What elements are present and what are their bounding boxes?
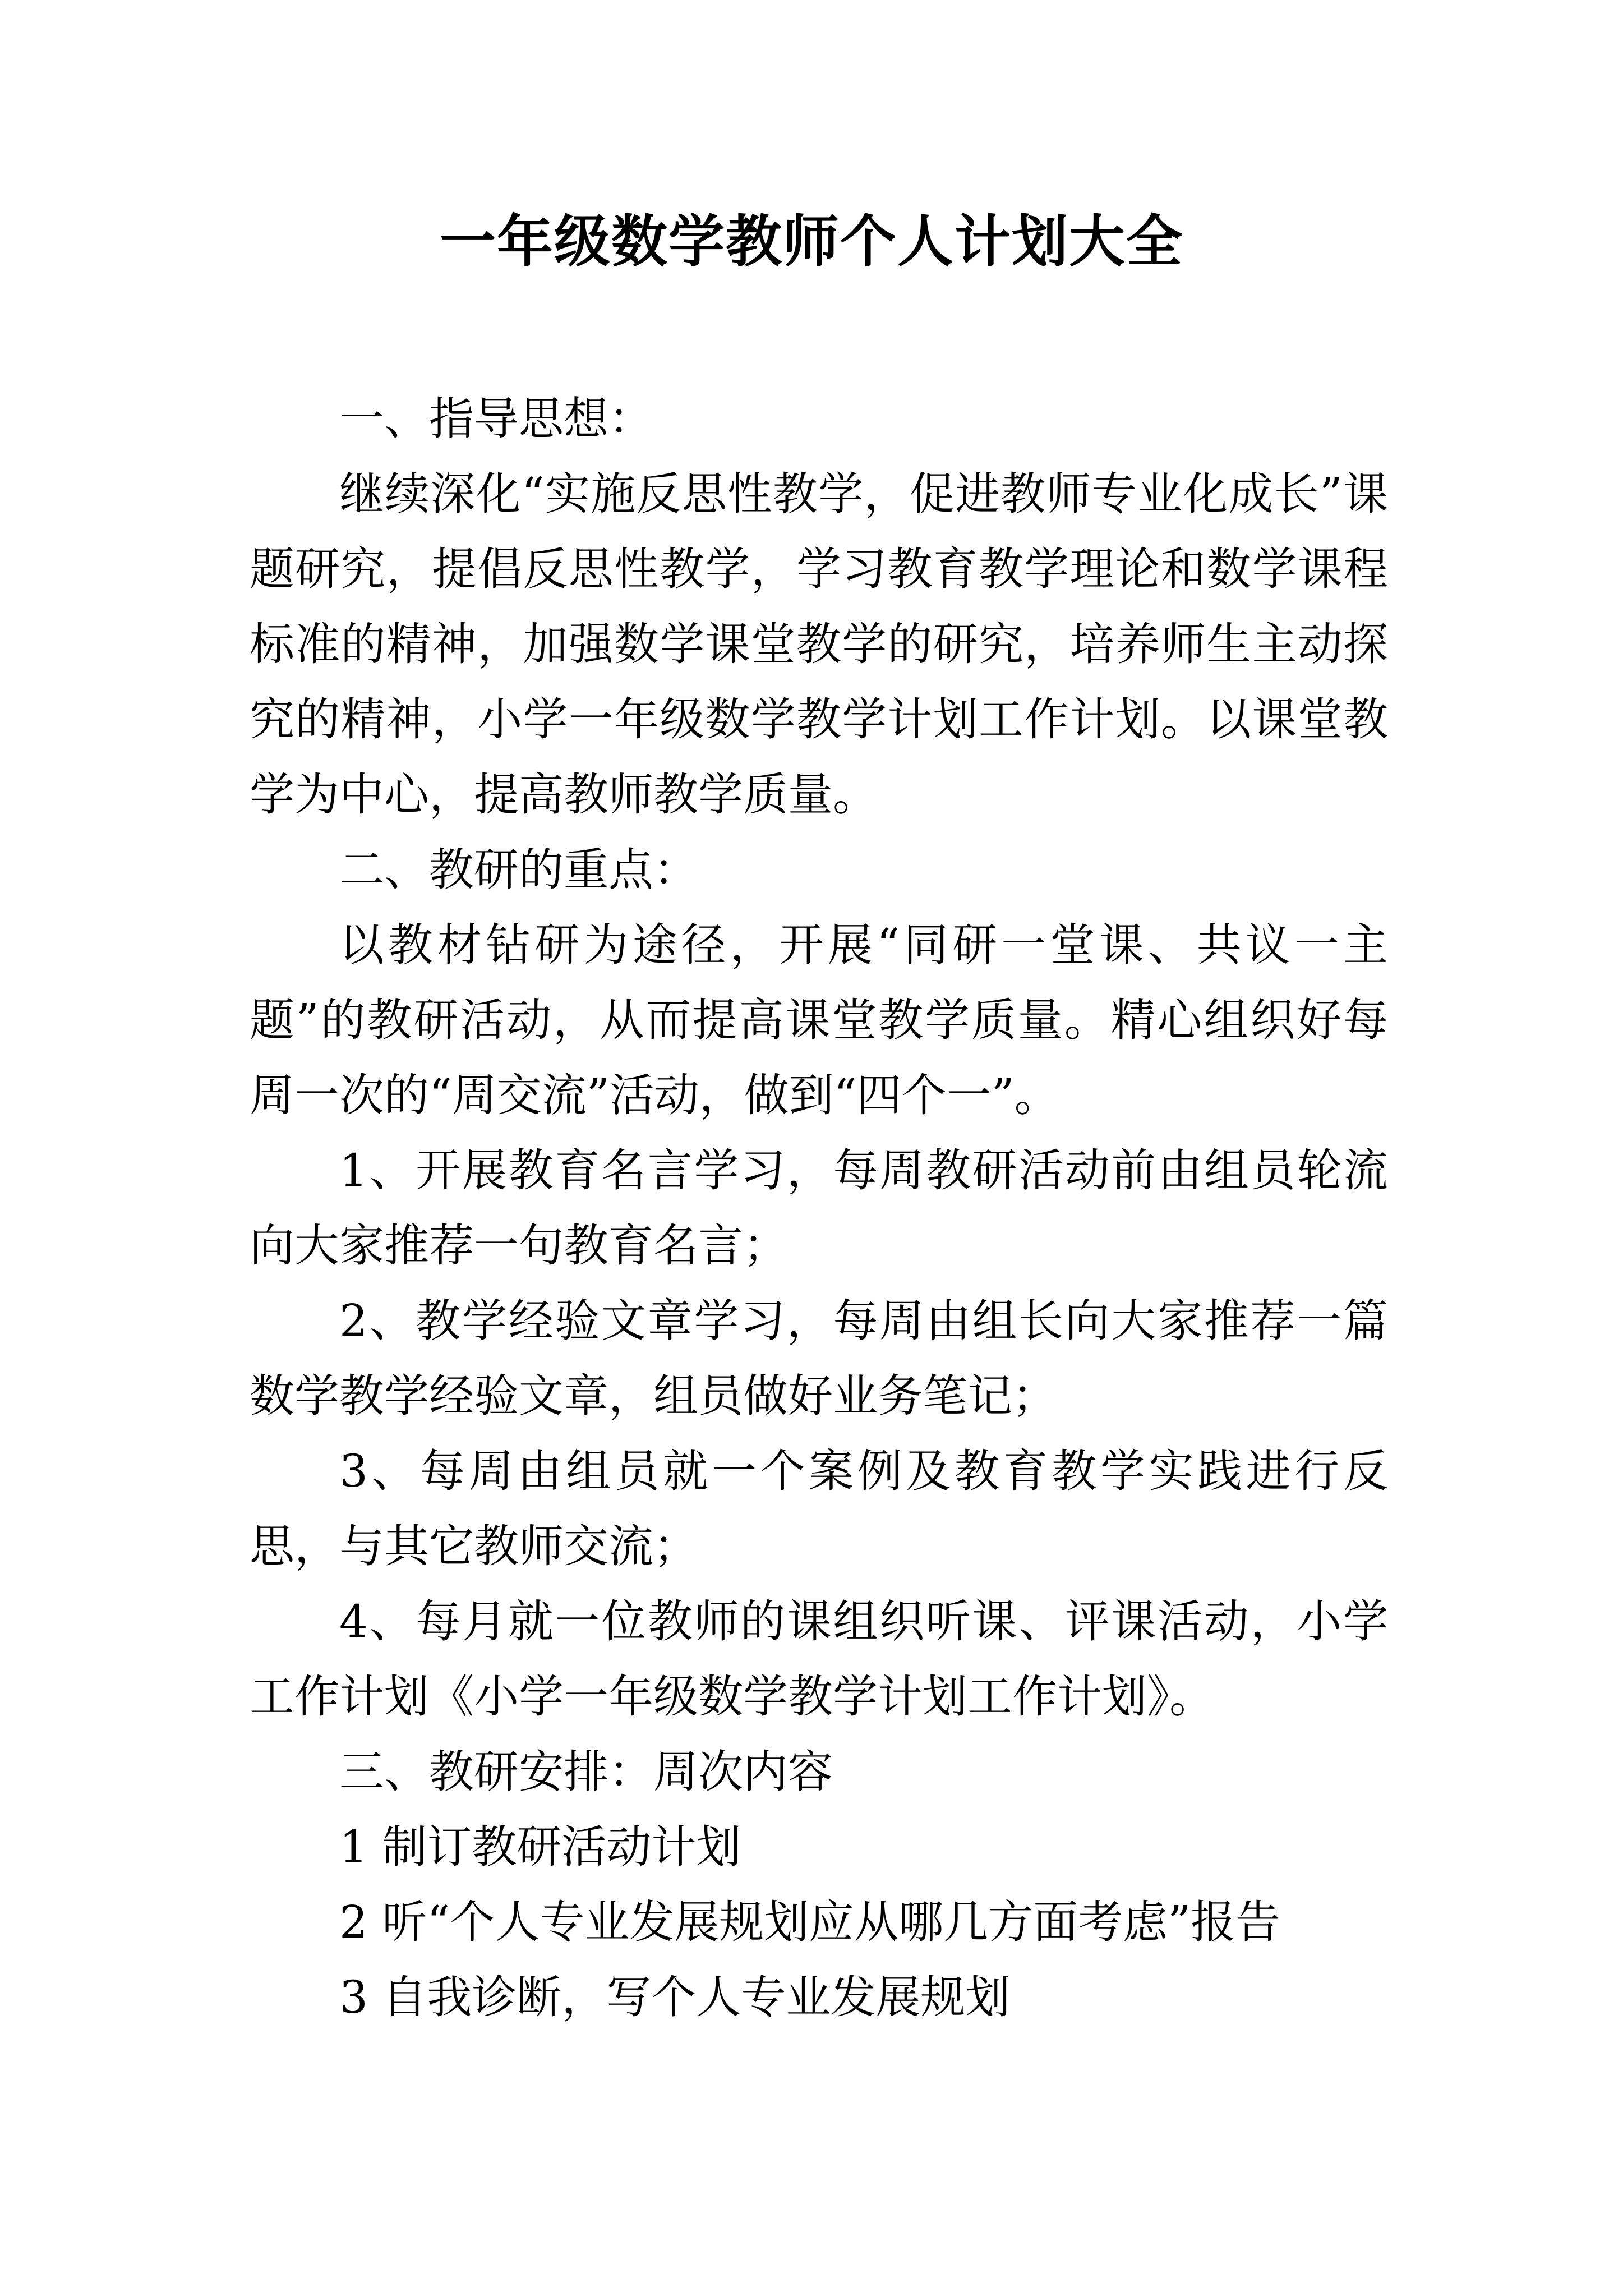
- list-item-3: 3、每周由组员就一个案例及教育教学实践进行反思，与其它教师交流；: [250, 1445, 1388, 1572]
- section-heading-research-focus: 二、教研的重点：: [339, 844, 698, 896]
- section-heading-guiding-ideology: 一、指导思想：: [339, 393, 653, 445]
- schedule-item-1: 1 制订教研活动计划: [339, 1821, 741, 1873]
- list-item-4: 4、每月就一位教师的课组织听课、评课活动，小学工作计划《小学一年级数学教学计划工作计划》。: [250, 1595, 1388, 1723]
- schedule-item-2: 2 听“个人专业发展规划应从哪几方面考虑”报告: [339, 1896, 1281, 1948]
- paragraph-research-focus: 以教材钻研为途径，开展“同研一堂课、共议一主题”的教研活动，从而提高课堂教学质量。精心组织好每周一次的“周交流”活动，做到“四个一”。: [250, 919, 1388, 1121]
- section-heading-arrangement: 三、教研安排：周次内容: [339, 1746, 833, 1798]
- document-title: 一年级数学教师个人计划大全: [440, 208, 1183, 274]
- schedule-item-3: 3 自我诊断，写个人专业发展规划: [339, 1971, 1011, 2023]
- paragraph-guiding-ideology: 继续深化“实施反思性教学，促进教师专业化成长”课题研究，提倡反思性教学，学习教育教学理论和数学课程标准的精神，加强数学课堂教学的研究，培养师生主动探究的精神，小学一年级数学教学计划工作计划。以课堂教学为中心，提高教师教学质量。: [250, 468, 1388, 821]
- list-item-2: 2、教学经验文章学习，每周由组长向大家推荐一篇数学教学经验文章，组员做好业务笔记；: [250, 1295, 1388, 1422]
- list-item-1: 1、开展教育名言学习，每周教研活动前由组员轮流向大家推荐一句教育名言；: [250, 1144, 1388, 1272]
- document-body: [250, 381, 1388, 2035]
